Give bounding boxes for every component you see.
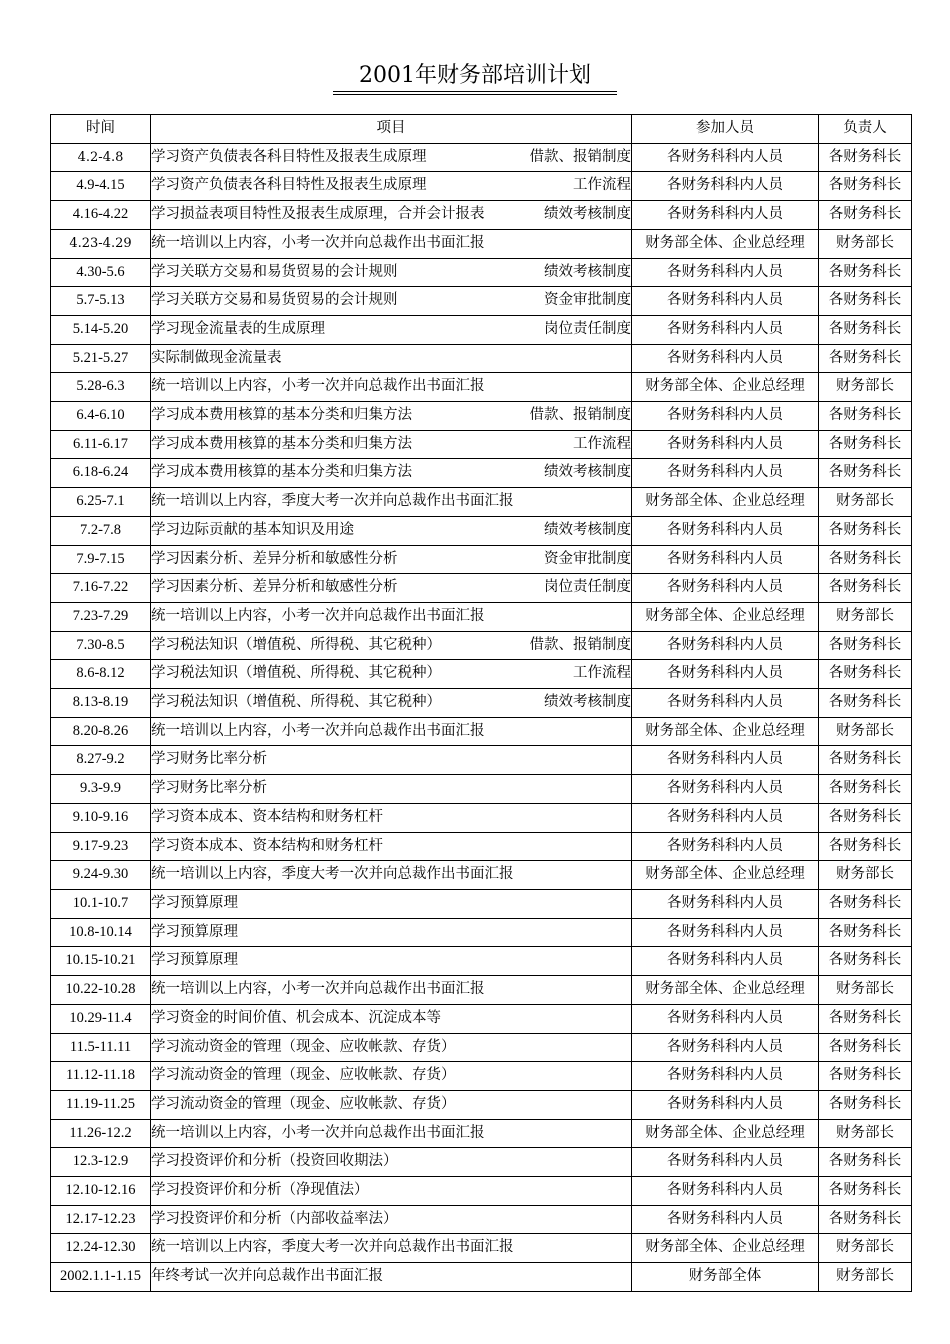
cell-time: 12.10-12.16: [51, 1177, 151, 1206]
item-subject: 学习资本成本、资本结构和财务杠杆: [151, 808, 383, 825]
cell-owner: 各财务科长: [819, 660, 912, 689]
item-subject: 学习因素分析、差异分析和敏感性分析: [151, 579, 398, 596]
cell-people: 各财务科科内人员: [632, 516, 819, 545]
cell-item: [151, 574, 632, 603]
item-subject: 学习流动资金的管理（现金、应收帐款、存货）: [151, 1095, 456, 1112]
cell-owner: 各财务科长: [819, 947, 912, 976]
table-body: [51, 143, 912, 1291]
item-subject: 统一培训以上内容，季度大考一次并向总裁作出书面汇报: [151, 1239, 514, 1256]
cell-owner: 各财务科长: [819, 258, 912, 287]
table-row: [51, 1062, 912, 1091]
cell-owner: 财务部长: [819, 488, 912, 517]
cell-owner: 财务部长: [819, 1263, 912, 1292]
table-row: [51, 775, 912, 804]
cell-people: 各财务科科内人员: [632, 832, 819, 861]
cell-item: [151, 459, 632, 488]
table-row: [51, 1177, 912, 1206]
cell-time: 8.13-8.19: [51, 689, 151, 718]
cell-people: 财务部全体、企业总经理: [632, 602, 819, 631]
cell-item: [151, 602, 632, 631]
item-subject: 学习关联方交易和易货贸易的会计规则: [151, 292, 398, 309]
header-item: 项目: [151, 115, 632, 144]
cell-people: 各财务科科内人员: [632, 889, 819, 918]
cell-owner: 财务部长: [819, 717, 912, 746]
cell-time: 10.8-10.14: [51, 918, 151, 947]
item-subject: 学习投资评价和分析（投资回收期法）: [151, 1153, 398, 1170]
table-row: [51, 229, 912, 258]
cell-item: [151, 143, 632, 172]
table-row: [51, 947, 912, 976]
cell-time: 4.30-5.6: [51, 258, 151, 287]
item-system: 岗位责任制度: [544, 320, 631, 337]
cell-item: [151, 258, 632, 287]
table-row: [51, 689, 912, 718]
cell-time: 6.18-6.24: [51, 459, 151, 488]
cell-time: 4.16-4.22: [51, 201, 151, 230]
training-plan-table: [50, 114, 912, 1292]
table-row: [51, 832, 912, 861]
cell-people: 各财务科科内人员: [632, 315, 819, 344]
table-row: [51, 545, 912, 574]
cell-item: [151, 402, 632, 431]
cell-time: 7.23-7.29: [51, 602, 151, 631]
cell-people: 各财务科科内人员: [632, 574, 819, 603]
cell-owner: 财务部长: [819, 1119, 912, 1148]
cell-owner: 各财务科长: [819, 430, 912, 459]
cell-item: [151, 1234, 632, 1263]
item-subject: 统一培训以上内容，小考一次并向总裁作出书面汇报: [151, 607, 485, 624]
cell-owner: 各财务科长: [819, 1148, 912, 1177]
cell-item: [151, 201, 632, 230]
cell-item: [151, 1177, 632, 1206]
cell-item: [151, 889, 632, 918]
item-subject: 统一培训以上内容，小考一次并向总裁作出书面汇报: [151, 378, 485, 395]
cell-people: 各财务科科内人员: [632, 402, 819, 431]
cell-item: [151, 803, 632, 832]
cell-owner: 各财务科长: [819, 201, 912, 230]
cell-time: 2002.1.1-1.15: [51, 1263, 151, 1292]
table-row: [51, 488, 912, 517]
table-row: [51, 1119, 912, 1148]
cell-item: [151, 947, 632, 976]
cell-owner: 财务部长: [819, 1234, 912, 1263]
table-row: [51, 430, 912, 459]
table-row: [51, 201, 912, 230]
cell-item: [151, 775, 632, 804]
cell-time: 11.5-11.11: [51, 1033, 151, 1062]
item-system: 资金审批制度: [544, 550, 631, 567]
page-title: 2001年财务部培训计划: [333, 58, 617, 92]
cell-owner: 财务部长: [819, 861, 912, 890]
cell-time: 6.4-6.10: [51, 402, 151, 431]
cell-item: [151, 344, 632, 373]
table-row: [51, 1234, 912, 1263]
item-system: 工作流程: [573, 435, 631, 452]
table-row: [51, 459, 912, 488]
cell-owner: 各财务科长: [819, 1177, 912, 1206]
cell-people: 各财务科科内人员: [632, 631, 819, 660]
cell-people: 各财务科科内人员: [632, 201, 819, 230]
table-row: [51, 889, 912, 918]
item-subject: 统一培训以上内容，小考一次并向总裁作出书面汇报: [151, 722, 485, 739]
item-system: 绩效考核制度: [544, 464, 631, 481]
table-row: [51, 746, 912, 775]
cell-owner: 各财务科长: [819, 746, 912, 775]
cell-time: 10.15-10.21: [51, 947, 151, 976]
cell-people: 各财务科科内人员: [632, 689, 819, 718]
cell-owner: 各财务科长: [819, 545, 912, 574]
item-subject: 学习成本费用核算的基本分类和归集方法: [151, 407, 412, 424]
item-system: 绩效考核制度: [544, 206, 631, 223]
item-subject: 学习因素分析、差异分析和敏感性分析: [151, 550, 398, 567]
cell-time: 7.16-7.22: [51, 574, 151, 603]
header-time: 时间: [51, 115, 151, 144]
cell-item: [151, 1263, 632, 1292]
item-subject: 学习现金流量表的生成原理: [151, 320, 325, 337]
cell-owner: 各财务科长: [819, 459, 912, 488]
cell-people: 各财务科科内人员: [632, 344, 819, 373]
cell-item: [151, 1033, 632, 1062]
item-subject: 学习税法知识（增值税、所得税、其它税种）: [151, 665, 441, 682]
cell-owner: 各财务科长: [819, 402, 912, 431]
cell-owner: 财务部长: [819, 229, 912, 258]
cell-owner: 各财务科长: [819, 631, 912, 660]
cell-owner: 各财务科长: [819, 574, 912, 603]
item-subject: 学习资产负债表各科目特性及报表生成原理: [151, 177, 427, 194]
cell-item: [151, 315, 632, 344]
cell-people: 财务部全体: [632, 1263, 819, 1292]
cell-item: [151, 545, 632, 574]
cell-time: 11.12-11.18: [51, 1062, 151, 1091]
item-subject: 统一培训以上内容，小考一次并向总裁作出书面汇报: [151, 234, 485, 251]
cell-time: 5.14-5.20: [51, 315, 151, 344]
cell-item: [151, 918, 632, 947]
table-row: [51, 1148, 912, 1177]
cell-owner: 各财务科长: [819, 775, 912, 804]
item-subject: 学习资金的时间价值、机会成本、沉淀成本等: [151, 1009, 441, 1026]
cell-time: 12.24-12.30: [51, 1234, 151, 1263]
cell-people: 财务部全体、企业总经理: [632, 488, 819, 517]
item-subject: 年终考试一次并向总裁作出书面汇报: [151, 1268, 383, 1285]
cell-people: 各财务科科内人员: [632, 545, 819, 574]
cell-owner: 各财务科长: [819, 1062, 912, 1091]
table-row: [51, 660, 912, 689]
cell-item: [151, 1004, 632, 1033]
cell-owner: 各财务科长: [819, 344, 912, 373]
cell-people: 财务部全体、企业总经理: [632, 229, 819, 258]
item-system: 借款、报销制度: [529, 407, 631, 424]
cell-time: 9.24-9.30: [51, 861, 151, 890]
cell-people: 财务部全体、企业总经理: [632, 1234, 819, 1263]
cell-time: 4.2-4.8: [51, 143, 151, 172]
cell-item: [151, 229, 632, 258]
cell-time: 5.7-5.13: [51, 287, 151, 316]
cell-people: 各财务科科内人员: [632, 660, 819, 689]
item-subject: 统一培训以上内容，季度大考一次并向总裁作出书面汇报: [151, 866, 514, 883]
cell-time: 7.9-7.15: [51, 545, 151, 574]
item-system: 岗位责任制度: [544, 579, 631, 596]
cell-item: [151, 689, 632, 718]
cell-people: 各财务科科内人员: [632, 430, 819, 459]
cell-item: [151, 660, 632, 689]
item-subject: 学习投资评价和分析（净现值法）: [151, 1182, 369, 1199]
table-row: [51, 402, 912, 431]
item-system: 工作流程: [573, 665, 631, 682]
cell-people: 各财务科科内人员: [632, 459, 819, 488]
cell-owner: 各财务科长: [819, 172, 912, 201]
cell-item: [151, 861, 632, 890]
cell-owner: 各财务科长: [819, 287, 912, 316]
cell-people: 各财务科科内人员: [632, 1004, 819, 1033]
item-subject: 统一培训以上内容，小考一次并向总裁作出书面汇报: [151, 1124, 485, 1141]
item-subject: 统一培训以上内容，季度大考一次并向总裁作出书面汇报: [151, 493, 514, 510]
cell-time: 7.30-8.5: [51, 631, 151, 660]
item-system: 绩效考核制度: [544, 263, 631, 280]
cell-item: [151, 172, 632, 201]
cell-item: [151, 717, 632, 746]
item-subject: 学习流动资金的管理（现金、应收帐款、存货）: [151, 1067, 456, 1084]
table-row: [51, 287, 912, 316]
table-row: [51, 516, 912, 545]
cell-owner: 财务部长: [819, 373, 912, 402]
cell-people: 各财务科科内人员: [632, 1177, 819, 1206]
table-row: [51, 574, 912, 603]
cell-time: 9.3-9.9: [51, 775, 151, 804]
item-subject: 学习资本成本、资本结构和财务杠杆: [151, 837, 383, 854]
header-people: 参加人员: [632, 115, 819, 144]
item-subject: 学习投资评价和分析（内部收益率法）: [151, 1210, 398, 1227]
cell-owner: 各财务科长: [819, 803, 912, 832]
item-subject: 学习流动资金的管理（现金、应收帐款、存货）: [151, 1038, 456, 1055]
cell-owner: 各财务科长: [819, 832, 912, 861]
cell-time: 12.17-12.23: [51, 1205, 151, 1234]
item-system: 绩效考核制度: [544, 521, 631, 538]
cell-people: 各财务科科内人员: [632, 803, 819, 832]
table-row: [51, 918, 912, 947]
item-system: 借款、报销制度: [529, 636, 631, 653]
table-row: [51, 1090, 912, 1119]
table-row: [51, 602, 912, 631]
cell-time: 7.2-7.8: [51, 516, 151, 545]
cell-time: 11.26-12.2: [51, 1119, 151, 1148]
cell-people: 各财务科科内人员: [632, 172, 819, 201]
item-subject: 统一培训以上内容，小考一次并向总裁作出书面汇报: [151, 981, 485, 998]
table-row: [51, 143, 912, 172]
item-subject: 学习税法知识（增值税、所得税、其它税种）: [151, 636, 441, 653]
item-subject: 学习成本费用核算的基本分类和归集方法: [151, 464, 412, 481]
cell-item: [151, 1148, 632, 1177]
cell-owner: 各财务科长: [819, 315, 912, 344]
item-subject: 学习预算原理: [151, 894, 238, 911]
cell-owner: 各财务科长: [819, 918, 912, 947]
table-row: [51, 1033, 912, 1062]
cell-owner: 各财务科长: [819, 1033, 912, 1062]
table-row: [51, 631, 912, 660]
cell-people: 各财务科科内人员: [632, 775, 819, 804]
cell-time: 5.21-5.27: [51, 344, 151, 373]
cell-item: [151, 1090, 632, 1119]
cell-item: [151, 746, 632, 775]
item-subject: 学习成本费用核算的基本分类和归集方法: [151, 435, 412, 452]
cell-time: 6.11-6.17: [51, 430, 151, 459]
cell-owner: 财务部长: [819, 602, 912, 631]
title-container: [0, 58, 950, 92]
cell-people: 财务部全体、企业总经理: [632, 717, 819, 746]
cell-time: 5.28-6.3: [51, 373, 151, 402]
cell-people: 各财务科科内人员: [632, 746, 819, 775]
cell-time: 9.17-9.23: [51, 832, 151, 861]
cell-time: 4.23-4.29: [51, 229, 151, 258]
cell-people: 各财务科科内人员: [632, 1148, 819, 1177]
cell-item: [151, 1119, 632, 1148]
cell-item: [151, 430, 632, 459]
cell-people: 各财务科科内人员: [632, 287, 819, 316]
cell-owner: 各财务科长: [819, 1090, 912, 1119]
item-system: 工作流程: [573, 177, 631, 194]
cell-time: 8.20-8.26: [51, 717, 151, 746]
item-subject: 学习财务比率分析: [151, 780, 267, 797]
cell-time: 10.29-11.4: [51, 1004, 151, 1033]
table-row: [51, 803, 912, 832]
cell-time: 6.25-7.1: [51, 488, 151, 517]
cell-owner: 各财务科长: [819, 889, 912, 918]
table-row: [51, 315, 912, 344]
item-subject: 学习预算原理: [151, 923, 238, 940]
cell-time: 10.22-10.28: [51, 976, 151, 1005]
cell-item: [151, 488, 632, 517]
cell-time: 8.6-8.12: [51, 660, 151, 689]
table-row: [51, 373, 912, 402]
cell-people: 财务部全体、企业总经理: [632, 976, 819, 1005]
cell-item: [151, 1062, 632, 1091]
table-row: [51, 172, 912, 201]
header-owner: 负责人: [819, 115, 912, 144]
cell-people: 各财务科科内人员: [632, 258, 819, 287]
table-row: [51, 1263, 912, 1292]
cell-item: [151, 1205, 632, 1234]
item-subject: 学习税法知识（增值税、所得税、其它税种）: [151, 694, 441, 711]
cell-owner: 各财务科长: [819, 143, 912, 172]
cell-owner: 各财务科长: [819, 1205, 912, 1234]
cell-owner: 财务部长: [819, 976, 912, 1005]
item-subject: 学习关联方交易和易货贸易的会计规则: [151, 263, 398, 280]
cell-owner: 各财务科长: [819, 516, 912, 545]
cell-people: 各财务科科内人员: [632, 918, 819, 947]
item-subject: 学习预算原理: [151, 952, 238, 969]
cell-item: [151, 976, 632, 1005]
cell-item: [151, 516, 632, 545]
cell-time: 10.1-10.7: [51, 889, 151, 918]
table-row: [51, 1004, 912, 1033]
cell-people: 各财务科科内人员: [632, 1090, 819, 1119]
table-row: [51, 258, 912, 287]
cell-item: [151, 832, 632, 861]
cell-item: [151, 373, 632, 402]
item-system: 绩效考核制度: [544, 694, 631, 711]
cell-item: [151, 287, 632, 316]
item-subject: 实际制做现金流量表: [151, 349, 282, 366]
item-subject: 学习资产负债表各科目特性及报表生成原理: [151, 148, 427, 165]
table-row: [51, 717, 912, 746]
cell-people: 各财务科科内人员: [632, 1033, 819, 1062]
cell-time: 4.9-4.15: [51, 172, 151, 201]
table-row: [51, 1205, 912, 1234]
cell-time: 11.19-11.25: [51, 1090, 151, 1119]
cell-people: 各财务科科内人员: [632, 1205, 819, 1234]
cell-people: 各财务科科内人员: [632, 1062, 819, 1091]
cell-time: 8.27-9.2: [51, 746, 151, 775]
cell-time: 12.3-12.9: [51, 1148, 151, 1177]
cell-item: [151, 631, 632, 660]
cell-owner: 各财务科长: [819, 689, 912, 718]
item-subject: 学习损益表项目特性及报表生成原理，合并会计报表: [151, 206, 485, 223]
table-row: [51, 976, 912, 1005]
cell-people: 财务部全体、企业总经理: [632, 1119, 819, 1148]
table-row: [51, 861, 912, 890]
cell-people: 财务部全体、企业总经理: [632, 373, 819, 402]
item-subject: 学习财务比率分析: [151, 751, 267, 768]
cell-owner: 各财务科长: [819, 1004, 912, 1033]
item-system: 资金审批制度: [544, 292, 631, 309]
cell-people: 各财务科科内人员: [632, 143, 819, 172]
item-system: 借款、报销制度: [529, 148, 631, 165]
cell-people: 各财务科科内人员: [632, 947, 819, 976]
item-subject: 学习边际贡献的基本知识及用途: [151, 521, 354, 538]
cell-time: 9.10-9.16: [51, 803, 151, 832]
cell-people: 财务部全体、企业总经理: [632, 861, 819, 890]
header-row: [51, 115, 912, 144]
table-row: [51, 344, 912, 373]
